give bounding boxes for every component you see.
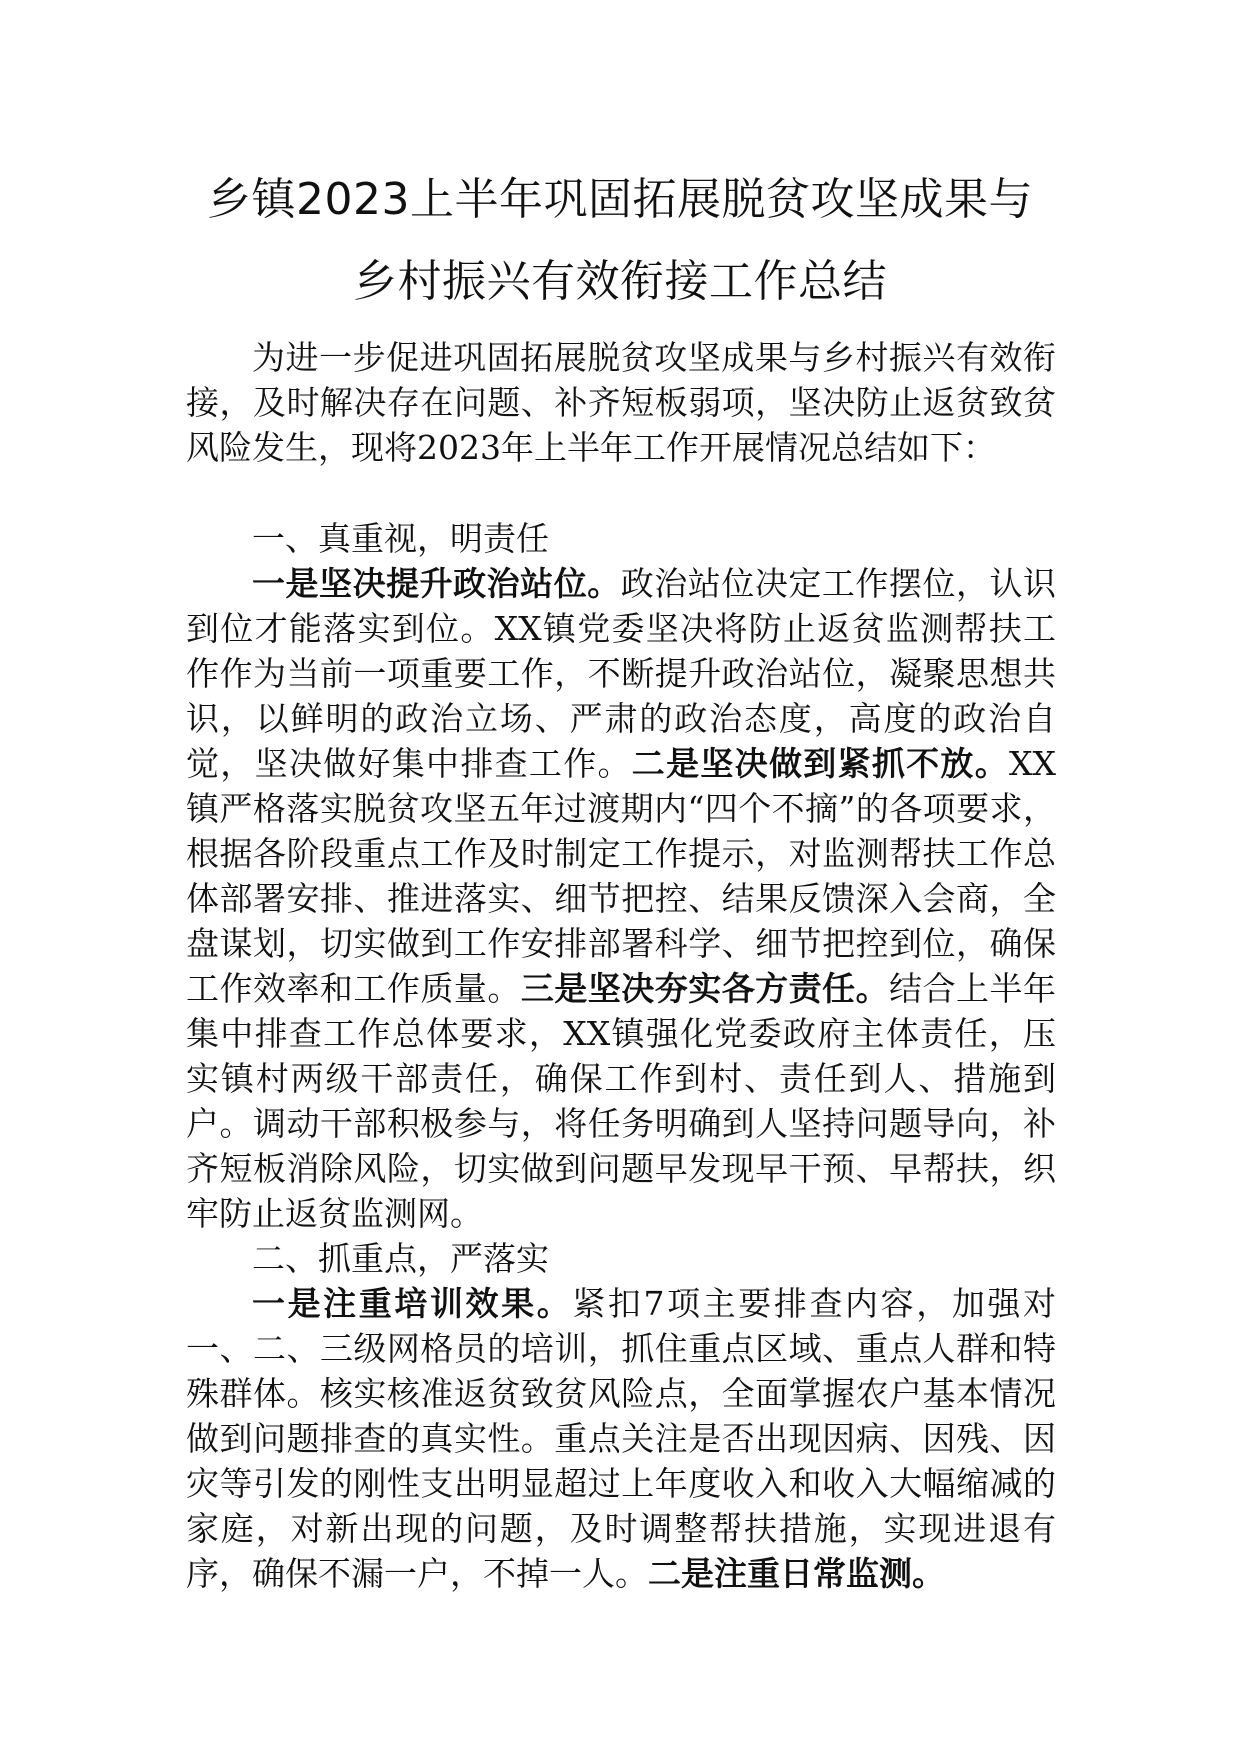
section-2-heading: 二、抓重点，严落实: [252, 1239, 549, 1278]
document-body: [186, 335, 1056, 1596]
document-title-line-1: 乡镇2023上半年巩固拓展脱贫攻坚成果与: [207, 174, 1033, 225]
section-2-point-2-lead: 二是注重日常监测。: [648, 1554, 945, 1593]
section-2-point-1-lead: 一是注重培训效果。: [252, 1284, 573, 1323]
section-1-point-1-text: 政治站位决定工作摆位，认识到位才能落实到位。XX镇党委坚决将防止返贫监测帮扶工作作为当前一项重要工作，不断提升政治站位，凝聚思想共识，以鲜明的政治立场、严肃的政治态度，高度的政治自觉，坚决做好集中排查工作。: [186, 564, 1057, 783]
document-title-line-2: 乡村振兴有效衔接工作总结: [353, 256, 887, 307]
section-2-point-1-text: 紧扣7项主要排查内容，加强对一、二、三级网格员的培训，抓住重点区域、重点人群和特殊群体。核实核准返贫致贫风险点，全面掌握农户基本情况做到问题排查的真实性。重点关注是否出现因病、因残、因灾等引发的刚性支出明显超过上年度收入和收入大幅缩减的家庭，对新出现的问题，及时调整帮扶措施，实现进退有序，确保不漏一户，不掉一人。: [186, 1284, 1057, 1593]
section-1-point-3-text: 结合上半年集中排查工作总体要求，XX镇强化党委政府主体责任，压实镇村两级干部责任，确保工作到村、责任到人、措施到户。调动干部积极参与，将任务明确到人坚持问题导向，补齐短板消除风险，切实做到问题早发现早干预、早帮扶，织牢防止返贫监测网。: [186, 969, 1057, 1233]
section-1-point-2-lead: 二是坚决做到紧抓不放。: [631, 744, 1010, 783]
section-1-point-1-lead: 一是坚决提升政治站位。: [252, 564, 621, 603]
section-2-paragraph: [186, 1281, 1056, 1596]
section-1-heading: 一、真重视，明责任: [252, 519, 549, 558]
intro-paragraph: 为进一步促进巩固拓展脱贫攻坚成果与乡村振兴有效衔接，及时解决存在问题、补齐短板弱项，坚决防止返贫致贫风险发生，现将2023年上半年工作开展情况总结如下：: [186, 338, 1056, 467]
section-1-point-2-text: XX镇严格落实脱贫攻坚五年过渡期内“四个不摘”的各项要求，根据各阶段重点工作及时制定工作提示，对监测帮扶工作总体部署安排、推进落实、细节把控、结果反馈深入会商，全盘谋划，切实做到工作安排部署科学、细节把控到位，确保工作效率和工作质量。: [186, 744, 1057, 1008]
section-1-point-3-lead: 三是坚决夯实各方责任。: [520, 969, 890, 1008]
section-1-paragraph: [186, 561, 1056, 1236]
